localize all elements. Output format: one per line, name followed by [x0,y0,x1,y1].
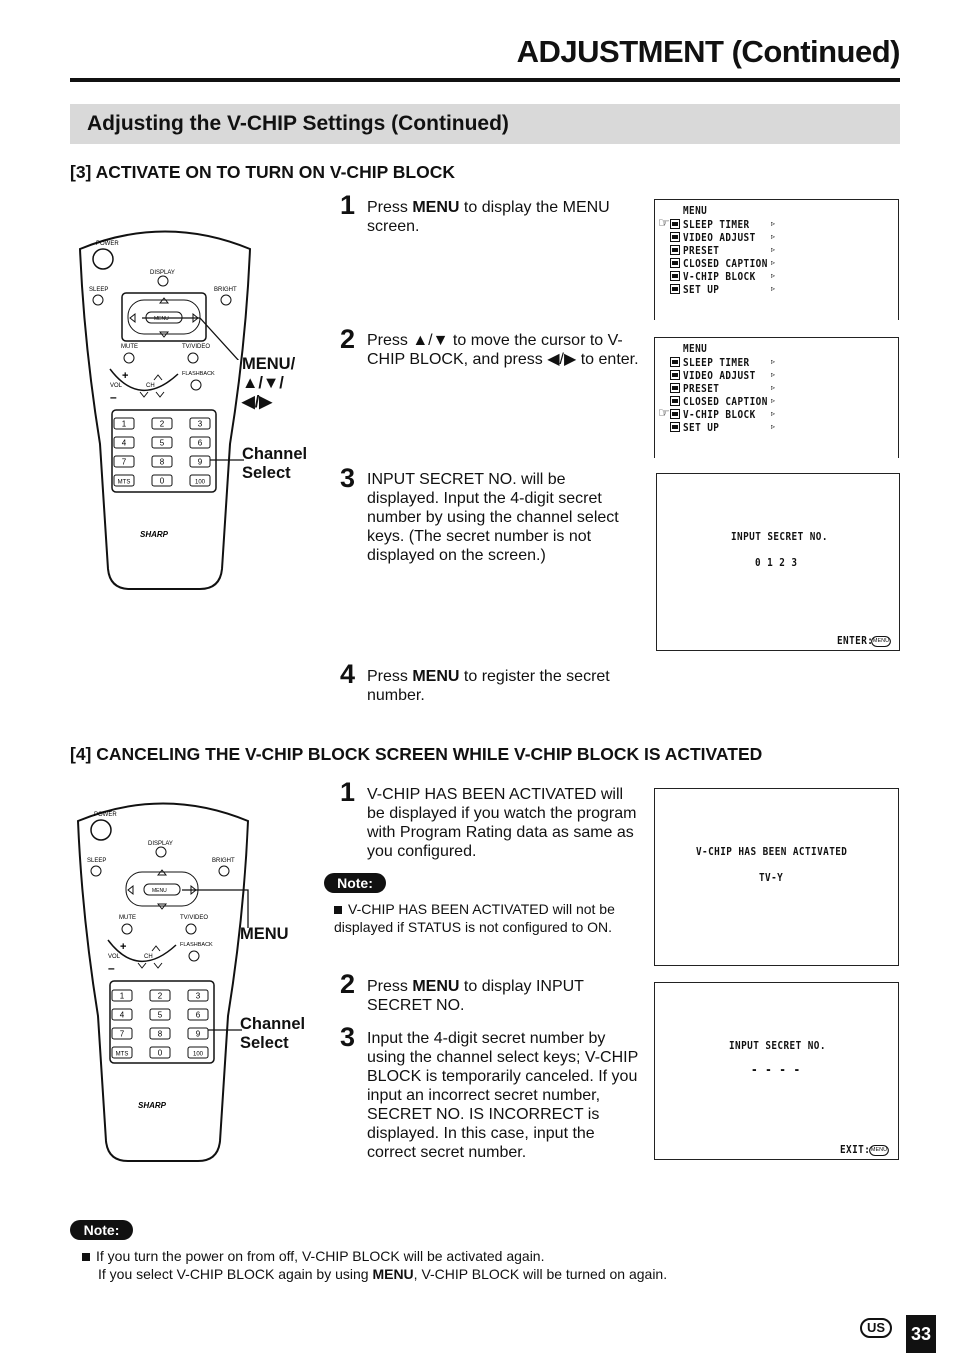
bullet-icon [82,1253,90,1261]
part4-heading: [4] CANCELING THE V-CHIP BLOCK SCREEN WHILE V-CHIP BLOCK IS ACTIVATED [70,744,763,764]
submenu-arrow-icon: ▹ [771,284,776,293]
menu-button-icon: MENU [872,633,890,651]
step-number: 4 [340,659,356,689]
channel-key-label: 9 [195,1029,201,1039]
step-number: 2 [340,324,356,354]
brand-logo: SHARP [140,530,169,539]
submenu-arrow-icon: ▹ [771,370,776,379]
step-number: 2 [340,969,356,999]
tvvideo-label: TV/VIDEO [182,344,211,350]
menu-item-icon [670,370,680,380]
channel-key-label: 1 [121,419,127,429]
input-secret-screen [656,473,900,651]
channel-key-label: 2 [159,419,165,429]
flashback-label: FLASHBACK [180,942,213,948]
remote-control-illustration [68,796,258,1166]
channel-key-label: 1 [119,991,125,1001]
display-label: DISPLAY [150,270,175,276]
callout-channel-select: Channel Select [242,445,308,482]
flashback-button[interactable] [189,951,199,961]
menu-item-label: SET UP [683,421,720,434]
step-text: INPUT SECRET NO. will be displayed. Input the 4-digit secret number by using the channel select keys. (The secret number is not displayed on the screen.) [367,471,619,564]
activated-message: V-CHIP HAS BEEN ACTIVATED [696,845,848,858]
page-number: 33 [906,1315,936,1353]
menu-item-label: VIDEO ADJUST [683,369,756,382]
channel-key-label: 6 [195,1010,201,1020]
menu-item-label: V-CHIP BLOCK [683,408,756,421]
display-button[interactable] [158,276,168,286]
cursor-hand-icon: ☞ [658,216,670,231]
menu-item-label: PRESET [683,382,720,395]
channel-key-label: 5 [159,438,165,448]
menu-item-label: PRESET [683,244,720,257]
menu-item-icon [670,232,680,242]
mute-button[interactable] [124,353,134,363]
channel-key-label: 100 [192,1051,204,1058]
brand-logo: SHARP [138,1101,167,1110]
step-text: V-CHIP HAS BEEN ACTIVATED will be displayed if you watch the program with Program Rating data as same as you configured. [367,786,637,860]
submenu-arrow-icon: ▹ [771,357,776,366]
step-text: Press MENU to register the secret number. [367,668,610,704]
channel-key-label: 7 [121,457,127,467]
channel-key-label: 8 [159,457,165,467]
mute-button[interactable] [122,924,132,934]
input-secret-screen [654,982,899,1160]
step-number: 3 [340,463,356,493]
submenu-arrow-icon: ▹ [771,232,776,241]
section-band [70,104,900,144]
svg-text:–: – [110,390,117,404]
cursor-hand-icon: ☞ [658,406,670,421]
menu-screen-sleep-timer [654,199,899,320]
vol-label: VOL [108,954,121,960]
channel-key-label: 4 [119,1010,125,1020]
vchip-activated-screen [654,788,899,966]
menu-item-label: VIDEO ADJUST [683,231,756,244]
step-text: Press MENU to display the MENU screen. [367,199,610,235]
menu-button-label: MENU [154,316,169,322]
input-secret-label: INPUT SECRET NO. [729,1039,826,1052]
submenu-arrow-icon: ▹ [771,245,776,254]
menu-item-icon [670,271,680,281]
exit-label: EXIT: [840,1143,871,1156]
tvvideo-label: TV/VIDEO [180,915,209,921]
flashback-label: FLASHBACK [182,371,215,377]
secret-placeholder: - - - - [751,1063,801,1078]
menu-item-label: SET UP [683,283,720,296]
menu-item-icon [670,245,680,255]
channel-key-label: 0 [159,476,165,486]
remote-control-illustration [70,224,260,594]
display-label: DISPLAY [148,841,173,847]
part3-heading: [3] ACTIVATE ON TO TURN ON V-CHIP BLOCK [70,162,456,182]
svg-text:–: – [108,961,115,975]
svg-text:+: + [122,370,129,382]
menu-screen-vchip-block [654,337,899,458]
menu-title: MENU [683,204,708,217]
menu-item-icon [670,383,680,393]
bright-label: BRIGHT [214,287,237,293]
sleep-label: SLEEP [87,858,107,864]
channel-key-label: 3 [195,991,201,1001]
menu-item-label: CLOSED CAPTION [683,395,768,408]
step-number: 3 [340,1022,356,1052]
channel-key-label: 100 [194,479,206,486]
step-number: 1 [340,190,356,220]
callout-menu: MENU [240,925,289,943]
display-button[interactable] [156,847,166,857]
note-badge: Note: [324,873,386,893]
menu-item-label: SLEEP TIMER [683,218,750,231]
submenu-arrow-icon: ▹ [771,422,776,431]
submenu-arrow-icon: ▹ [771,383,776,392]
bright-button[interactable] [219,866,229,876]
channel-key-label: 5 [157,1010,163,1020]
channel-key-label: 7 [119,1029,125,1039]
channel-key-label: 3 [197,419,203,429]
note-text: V-CHIP HAS BEEN ACTIVATED will not be displayed if STATUS is not configured to ON. [334,901,615,935]
menu-item-icon [670,422,680,432]
flashback-button[interactable] [191,380,201,390]
ch-label: CH [146,383,155,389]
power-button[interactable] [91,820,111,840]
channel-key-label: 2 [157,991,163,1001]
menu-item-icon [670,396,680,406]
svg-text:+: + [120,941,127,953]
channel-key-label: 6 [197,438,203,448]
bullet-icon [334,906,342,914]
menu-item-icon [670,409,680,419]
channel-key-label: 8 [157,1029,163,1039]
power-button[interactable] [93,249,113,269]
menu-button-label: MENU [152,888,167,894]
page-title: ADJUSTMENT (Continued) [516,34,900,69]
submenu-arrow-icon: ▹ [771,271,776,280]
sleep-label: SLEEP [89,287,109,293]
note-badge: Note: [70,1220,133,1240]
ch-label: CH [144,954,153,960]
bottom-note-text: If you turn the power on from off, V-CHIP BLOCK will be activated again. If you select V-CHIP BLOCK again by using MENU, V-CHIP BLOCK will be turned on again. [82,1247,842,1283]
callout-channel-select: Channel Select [240,1015,306,1052]
secret-digits: 0 1 2 3 [755,556,798,569]
power-label: POWER [94,812,117,818]
menu-item-icon [670,219,680,229]
menu-item-icon [670,357,680,367]
submenu-arrow-icon: ▹ [771,409,776,418]
submenu-arrow-icon: ▹ [771,258,776,267]
rating-label: TV-Y [759,871,784,884]
channel-key-label: 0 [157,1048,163,1058]
sleep-button[interactable] [93,295,103,305]
channel-key-label: MTS [117,479,131,486]
step-text: Input the 4-digit secret number by using the channel select keys; V-CHIP BLOCK is temporarily canceled. If you input an incorrect secret number, SECRET NO. IS INCORRECT is displayed. In this case, input the correct secret number. [367,1030,638,1161]
callout-menu-arrows: MENU/ ▲/▼/ ◀/▶ [242,355,296,411]
menu-item-icon [670,258,680,268]
section-title: Adjusting the V-CHIP Settings (Continued) [87,112,509,135]
enter-label: ENTER: [837,634,874,647]
menu-item-label: CLOSED CAPTION [683,257,768,270]
input-secret-label: INPUT SECRET NO. [731,530,828,543]
mute-label: MUTE [121,344,138,350]
step-text: Press MENU to display INPUT SECRET NO. [367,978,584,1014]
channel-key-label: 4 [121,438,127,448]
submenu-arrow-icon: ▹ [771,219,776,228]
menu-button-icon: MENU [870,1142,888,1160]
menu-item-icon [670,284,680,294]
region-badge: US [860,1318,892,1338]
submenu-arrow-icon: ▹ [771,396,776,405]
channel-key-label: MTS [115,1051,129,1058]
channel-key-label: 9 [197,457,203,467]
menu-item-label: SLEEP TIMER [683,356,750,369]
sleep-button[interactable] [91,866,101,876]
mute-label: MUTE [119,915,136,921]
menu-item-label: V-CHIP BLOCK [683,270,756,283]
menu-title: MENU [683,342,708,355]
bright-label: BRIGHT [212,858,235,864]
step-number: 1 [340,777,356,807]
vol-label: VOL [110,383,123,389]
power-label: POWER [96,241,119,247]
title-rule [70,78,900,82]
step-text: Press ▲/▼ to move the cursor to V-CHIP BLOCK, and press ◀/▶ to enter. [367,332,639,368]
